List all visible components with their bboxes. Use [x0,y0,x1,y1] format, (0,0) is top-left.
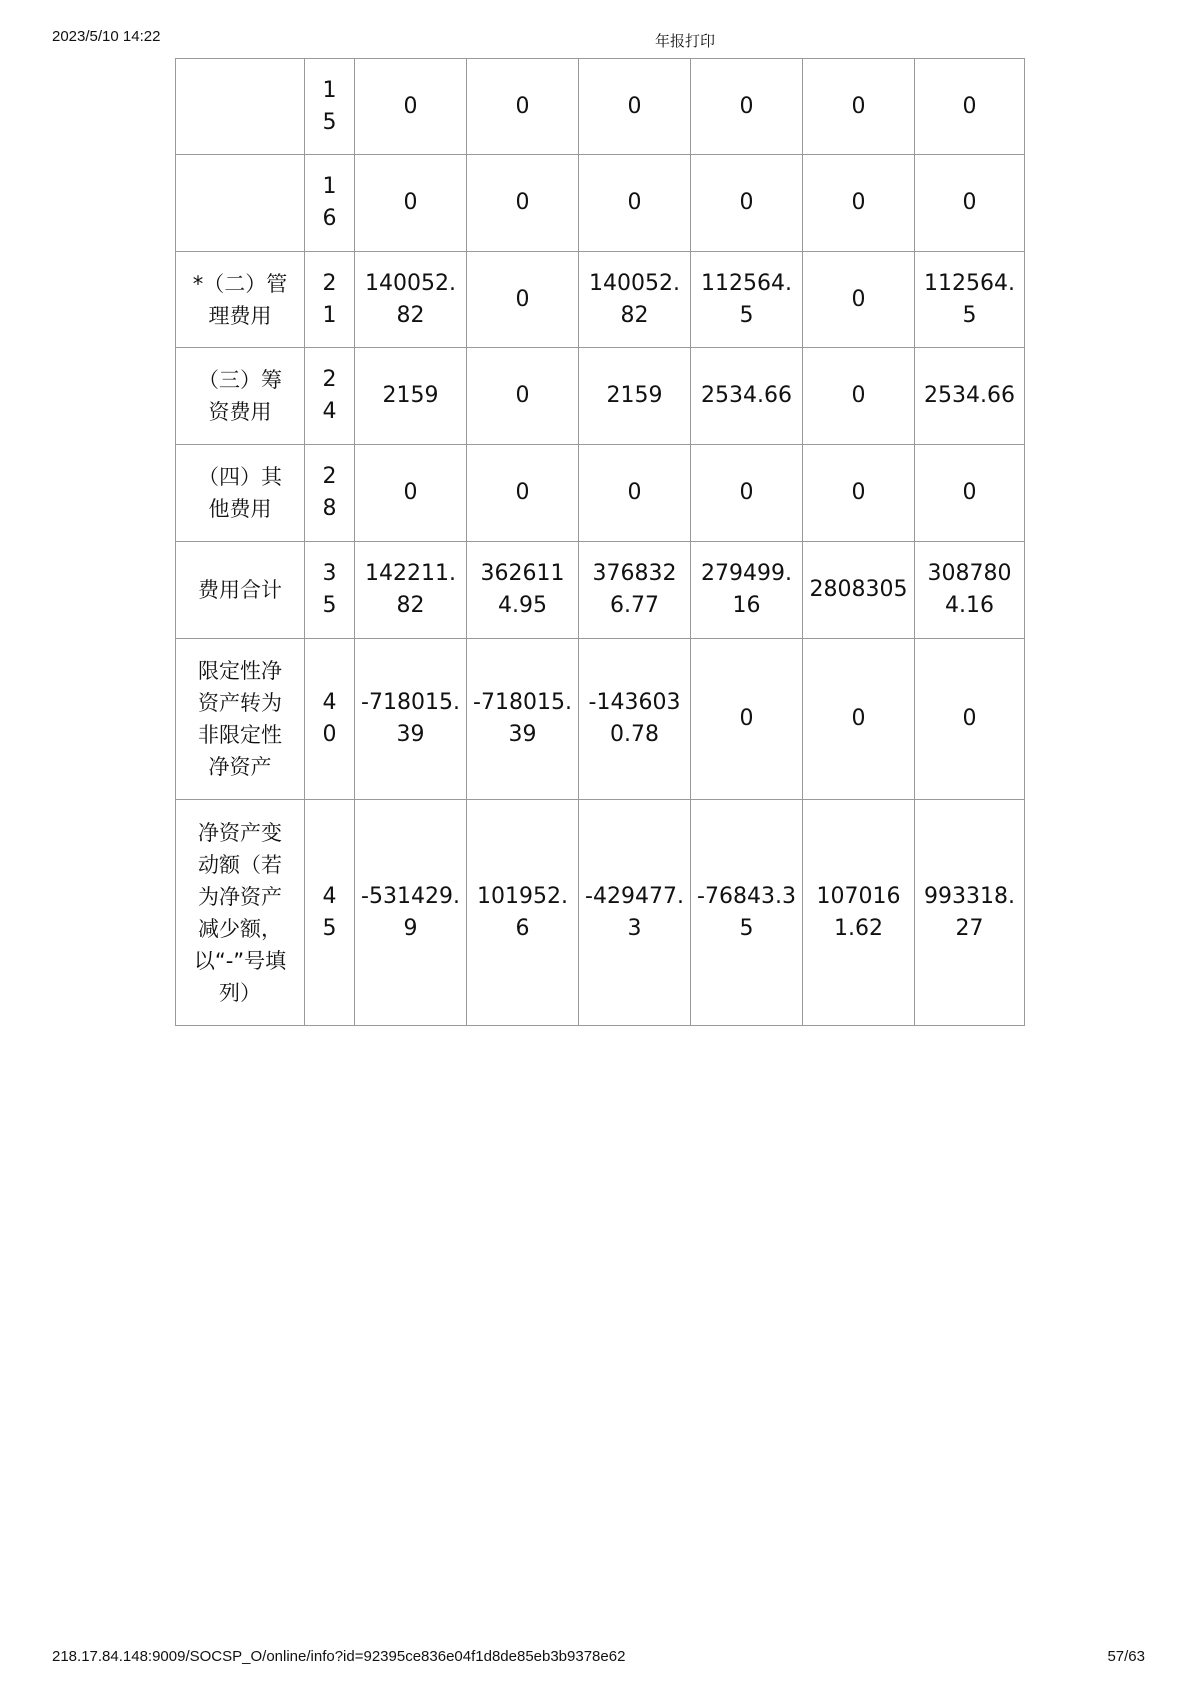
row-label [176,155,305,252]
row-value: 0 [803,59,915,155]
row-value: 0 [803,639,915,800]
row-value: 2159 [355,348,467,445]
row-value: 1070161.62 [803,800,915,1026]
table-row [176,639,1025,800]
row-value: 0 [579,59,691,155]
row-value: -531429.9 [355,800,467,1026]
row-line-number: 24 [305,348,355,445]
row-value: 0 [803,445,915,542]
table-row [176,445,1025,542]
row-value: 142211.82 [355,542,467,639]
table-row [176,542,1025,639]
page-url: 218.17.84.148:9009/SOCSP_O/online/info?id=92395ce836e04f1d8de85eb3b9378e62 [52,1648,626,1665]
row-label: 费用合计 [176,542,305,639]
row-value: 3087804.16 [915,542,1025,639]
row-label: （四）其他费用 [176,445,305,542]
row-value: 0 [691,445,803,542]
row-value: 101952.6 [467,800,579,1026]
table-row [176,252,1025,348]
table-row [176,800,1025,1026]
row-label: *（二）管理费用 [176,252,305,348]
row-value: 112564.5 [691,252,803,348]
row-label: 限定性净资产转为非限定性净资产 [176,639,305,800]
row-value: -718015.39 [355,639,467,800]
row-value: 0 [355,59,467,155]
row-value: 112564.5 [915,252,1025,348]
net-asset-change-table [175,58,1025,1026]
row-label: 净资产变动额（若为净资产减少额，以“-”号填列） [176,800,305,1026]
table-row [176,348,1025,445]
row-value: 0 [355,445,467,542]
row-value: -1436030.78 [579,639,691,800]
row-value: 2808305 [803,542,915,639]
row-value: 0 [915,155,1025,252]
row-value: 0 [467,252,579,348]
row-value: 0 [579,155,691,252]
page-title: 年报打印 [655,32,716,50]
row-value: 2159 [579,348,691,445]
row-value: 0 [803,155,915,252]
row-line-number: 28 [305,445,355,542]
row-value: 0 [915,445,1025,542]
row-line-number: 35 [305,542,355,639]
row-value: 2534.66 [915,348,1025,445]
row-value: -429477.3 [579,800,691,1026]
row-label [176,59,305,155]
row-value: 0 [803,252,915,348]
row-value: 0 [691,155,803,252]
row-value: 0 [915,59,1025,155]
row-value: 0 [691,639,803,800]
row-line-number: 40 [305,639,355,800]
row-value: 279499.16 [691,542,803,639]
row-value: 2534.66 [691,348,803,445]
row-line-number: 15 [305,59,355,155]
row-value: 0 [579,445,691,542]
row-value: 0 [915,639,1025,800]
row-line-number: 21 [305,252,355,348]
row-value: -76843.35 [691,800,803,1026]
row-line-number: 16 [305,155,355,252]
row-value: 140052.82 [579,252,691,348]
row-value: 0 [467,59,579,155]
row-line-number: 45 [305,800,355,1026]
table-row [176,155,1025,252]
row-value: 0 [467,155,579,252]
row-value: 140052.82 [355,252,467,348]
table-row [176,59,1025,155]
row-value: 0 [691,59,803,155]
row-value: 0 [467,348,579,445]
row-value: 993318.27 [915,800,1025,1026]
row-value: 3626114.95 [467,542,579,639]
page-number: 57/63 [1107,1648,1145,1665]
row-value: 0 [467,445,579,542]
row-value: 0 [803,348,915,445]
row-value: -718015.39 [467,639,579,800]
print-datetime: 2023/5/10 14:22 [52,28,161,45]
row-value: 3768326.77 [579,542,691,639]
row-label: （三）筹资费用 [176,348,305,445]
row-value: 0 [355,155,467,252]
